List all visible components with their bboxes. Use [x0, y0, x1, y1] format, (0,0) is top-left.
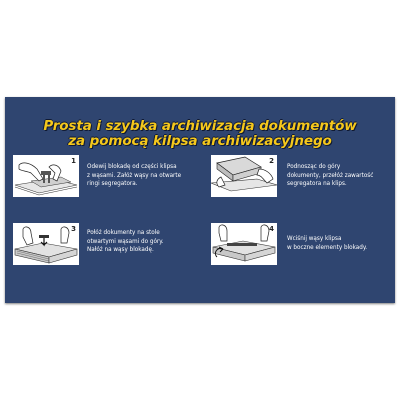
step-3-number: 3: [71, 225, 76, 233]
step-1-text: Odewij blokadę od części klipsa z wąsami. Załóż wąsy na otwarte ringi segregatora.: [87, 163, 182, 188]
step-1-number: 1: [71, 157, 76, 165]
step-4-number: 4: [269, 225, 274, 233]
step-3-text: Połóż dokumenty na stole otwartymi wąsami do góry. Nałóż na wąsy blokadę.: [87, 229, 164, 254]
step-3-illustration: [13, 223, 79, 265]
step-2-illustration: [211, 155, 277, 197]
step-4-text: Wciśnij wąsy klipsa w boczne elementy blokady.: [287, 235, 368, 251]
step-2-number: 2: [269, 157, 274, 165]
step-2-text: Podnosząc do góry dokumenty, przełóż zawartość segregatora na klips.: [287, 163, 374, 188]
step-1-illustration: [13, 155, 79, 197]
title-line-2: za pomocą kilpsa archiwizacyjnego: [68, 133, 332, 149]
step-4-illustration: [211, 223, 277, 265]
title-line-1: Prosta i szybka archiwizacja dokumentów: [43, 118, 357, 134]
instruction-panel: [5, 97, 395, 303]
